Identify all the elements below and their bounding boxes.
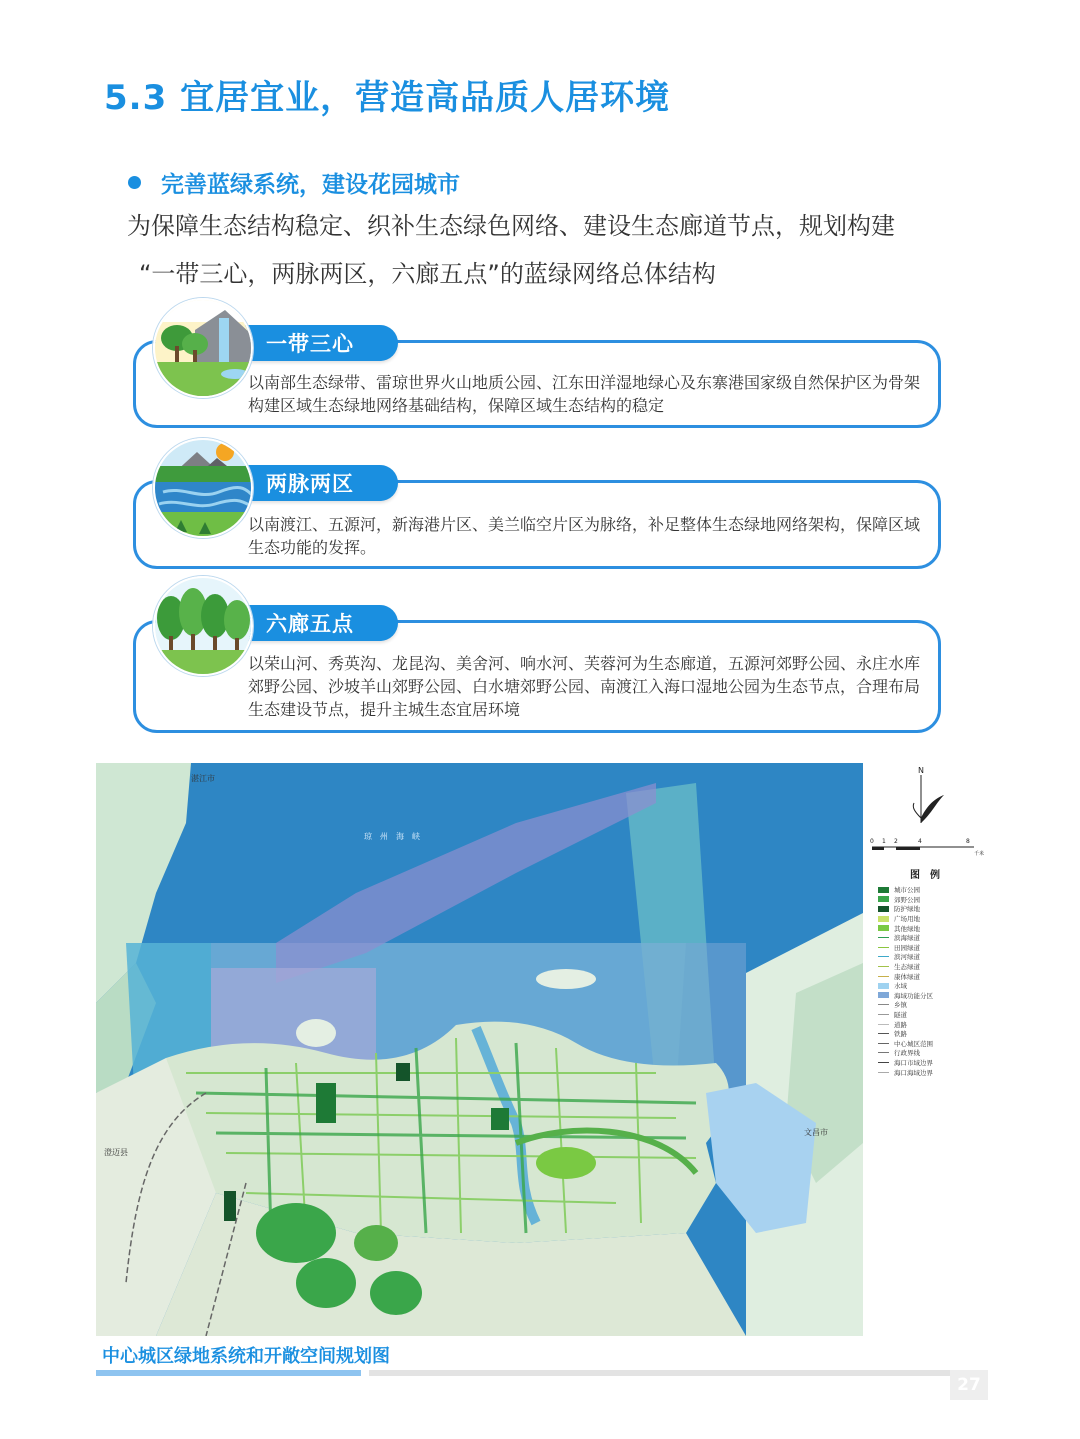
legend-item	[878, 971, 933, 981]
legend-item	[878, 1019, 933, 1029]
scale-tick: 8	[966, 838, 970, 845]
legend-swatch	[878, 1033, 889, 1034]
legend-item	[878, 1029, 933, 1039]
legend-item	[878, 1058, 933, 1068]
scale-tick: 2	[894, 838, 898, 845]
legend-item	[878, 1010, 933, 1020]
legend-label: 乡镇	[894, 1001, 907, 1010]
card-text: 以荣山河、秀英沟、龙昆沟、美舍河、响水河、芙蓉河为生态廊道，五源河郊野公园、永庄水库郊野公园、沙坡羊山郊野公园、白水塘郊野公园、南渡江入海口湿地公园为生态节点，合理布局生态建设节点，提升主城生态宜居环境	[248, 654, 921, 719]
compass-scale-graphic	[866, 763, 984, 863]
scale-tick: 4	[918, 838, 922, 845]
card-text: 以南渡江、五源河，新海港片区、美兰临空片区为脉络，补足整体生态绿地网络架构，保障区域生态功能的发挥。	[248, 515, 921, 557]
bullet-heading	[128, 166, 460, 199]
legend-swatch	[878, 937, 889, 938]
map-label-chengmai: 澄迈县	[104, 1148, 128, 1157]
legend-item	[878, 991, 933, 1001]
section-title: 5.3 宜居宜业，营造高品质人居环境	[104, 78, 671, 118]
scale-unit: 千米	[974, 851, 984, 857]
legend-label: 水域	[894, 982, 907, 991]
mountain-waterfall-icon	[153, 298, 253, 398]
legend-item	[878, 943, 933, 953]
legend-label: 海域功能分区	[894, 991, 933, 1000]
legend-swatch	[878, 956, 889, 957]
legend-label: 海口海域边界	[894, 1068, 933, 1077]
legend-label: 滨海绿道	[894, 934, 920, 943]
intro-line-1: 为保障生态结构稳定、织补生态绿色网络、建设生态廊道节点，规划构建	[127, 212, 895, 240]
card-text: 以南部生态绿带、雷琼世界火山地质公园、江东田洋湿地绿心及东寨港国家级自然保护区为骨架构建区域生态绿地网络基础结构，保障区域生态结构的稳定	[248, 373, 921, 415]
footer-bar	[369, 1370, 985, 1376]
legend-item	[878, 923, 933, 933]
legend-swatch	[878, 966, 889, 967]
legend-swatch	[878, 1024, 889, 1025]
legend-label: 海口市域边界	[894, 1058, 933, 1067]
legend-swatch	[878, 983, 889, 989]
card-title-pill: 一带三心	[222, 325, 398, 361]
legend-swatch	[878, 947, 889, 948]
legend-label: 道路	[894, 1020, 907, 1029]
legend-label: 田园绿道	[894, 943, 920, 952]
forest-trees-icon	[153, 576, 253, 676]
map-caption: 中心城区绿地系统和开敞空间规划图	[102, 1346, 390, 1367]
card-title-pill: 两脉两区	[222, 465, 398, 501]
legend-swatch	[878, 1014, 889, 1015]
scale-tick: 0	[870, 838, 874, 845]
map-label-zhanjiang: 湛江市	[191, 774, 215, 783]
map-label-strait: 琼 州 海 峡	[364, 832, 420, 841]
legend-item	[878, 962, 933, 972]
legend-label: 滨河绿道	[894, 953, 920, 962]
compass-north-label: N	[918, 766, 924, 775]
legend-label: 康体绿道	[894, 972, 920, 981]
intro-paragraph	[127, 202, 977, 298]
green-space-plan-map	[96, 763, 863, 1336]
legend-item	[878, 981, 933, 991]
legend-swatch	[878, 1052, 889, 1053]
legend-swatch	[878, 992, 889, 998]
bullet-heading-text: 完善蓝绿系统，建设花园城市	[161, 172, 460, 198]
legend-swatch	[878, 1004, 889, 1005]
bullet-dot-icon	[128, 176, 141, 189]
map-label-wenchang: 文昌市	[804, 1128, 828, 1137]
legend-label: 城市公园	[894, 886, 920, 895]
legend-swatch	[878, 1043, 889, 1044]
legend-swatch	[878, 925, 889, 931]
legend-item	[878, 904, 933, 914]
legend-label: 中心城区范围	[894, 1039, 933, 1048]
legend-list	[878, 885, 933, 1077]
legend-label: 行政界线	[894, 1049, 920, 1058]
legend-item	[878, 1000, 933, 1010]
legend-swatch	[878, 1062, 889, 1063]
legend-swatch	[878, 976, 889, 977]
legend-item	[878, 1048, 933, 1058]
legend-item	[878, 914, 933, 924]
intro-line-2: “一带三心，两脉两区，六廊五点”的蓝绿网络总体结构	[139, 260, 716, 288]
river-landscape-icon	[153, 438, 253, 538]
legend-item	[878, 895, 933, 905]
legend-label: 郊野公园	[894, 895, 920, 904]
legend-item	[878, 933, 933, 943]
page-number: 27	[950, 1370, 988, 1400]
legend-title: 图 例	[910, 870, 940, 881]
legend-swatch	[878, 887, 889, 893]
card-title-pill: 六廊五点	[222, 605, 398, 641]
legend-label: 其他绿地	[894, 924, 920, 933]
map-legend-panel	[866, 763, 984, 1336]
legend-label: 铁路	[894, 1030, 907, 1039]
legend-swatch	[878, 896, 889, 902]
legend-swatch	[878, 916, 889, 922]
legend-item	[878, 1067, 933, 1077]
legend-label: 广场用地	[894, 915, 920, 924]
scale-tick: 1	[882, 838, 886, 845]
legend-item	[878, 885, 933, 895]
legend-item	[878, 952, 933, 962]
footer-bar-accent	[96, 1370, 361, 1376]
legend-swatch	[878, 1072, 889, 1073]
map-graphic	[96, 763, 863, 1336]
legend-label: 生态绿道	[894, 963, 920, 972]
legend-item	[878, 1039, 933, 1049]
legend-label: 隧道	[894, 1011, 907, 1020]
legend-swatch	[878, 906, 889, 912]
legend-label: 防护绿地	[894, 905, 920, 914]
